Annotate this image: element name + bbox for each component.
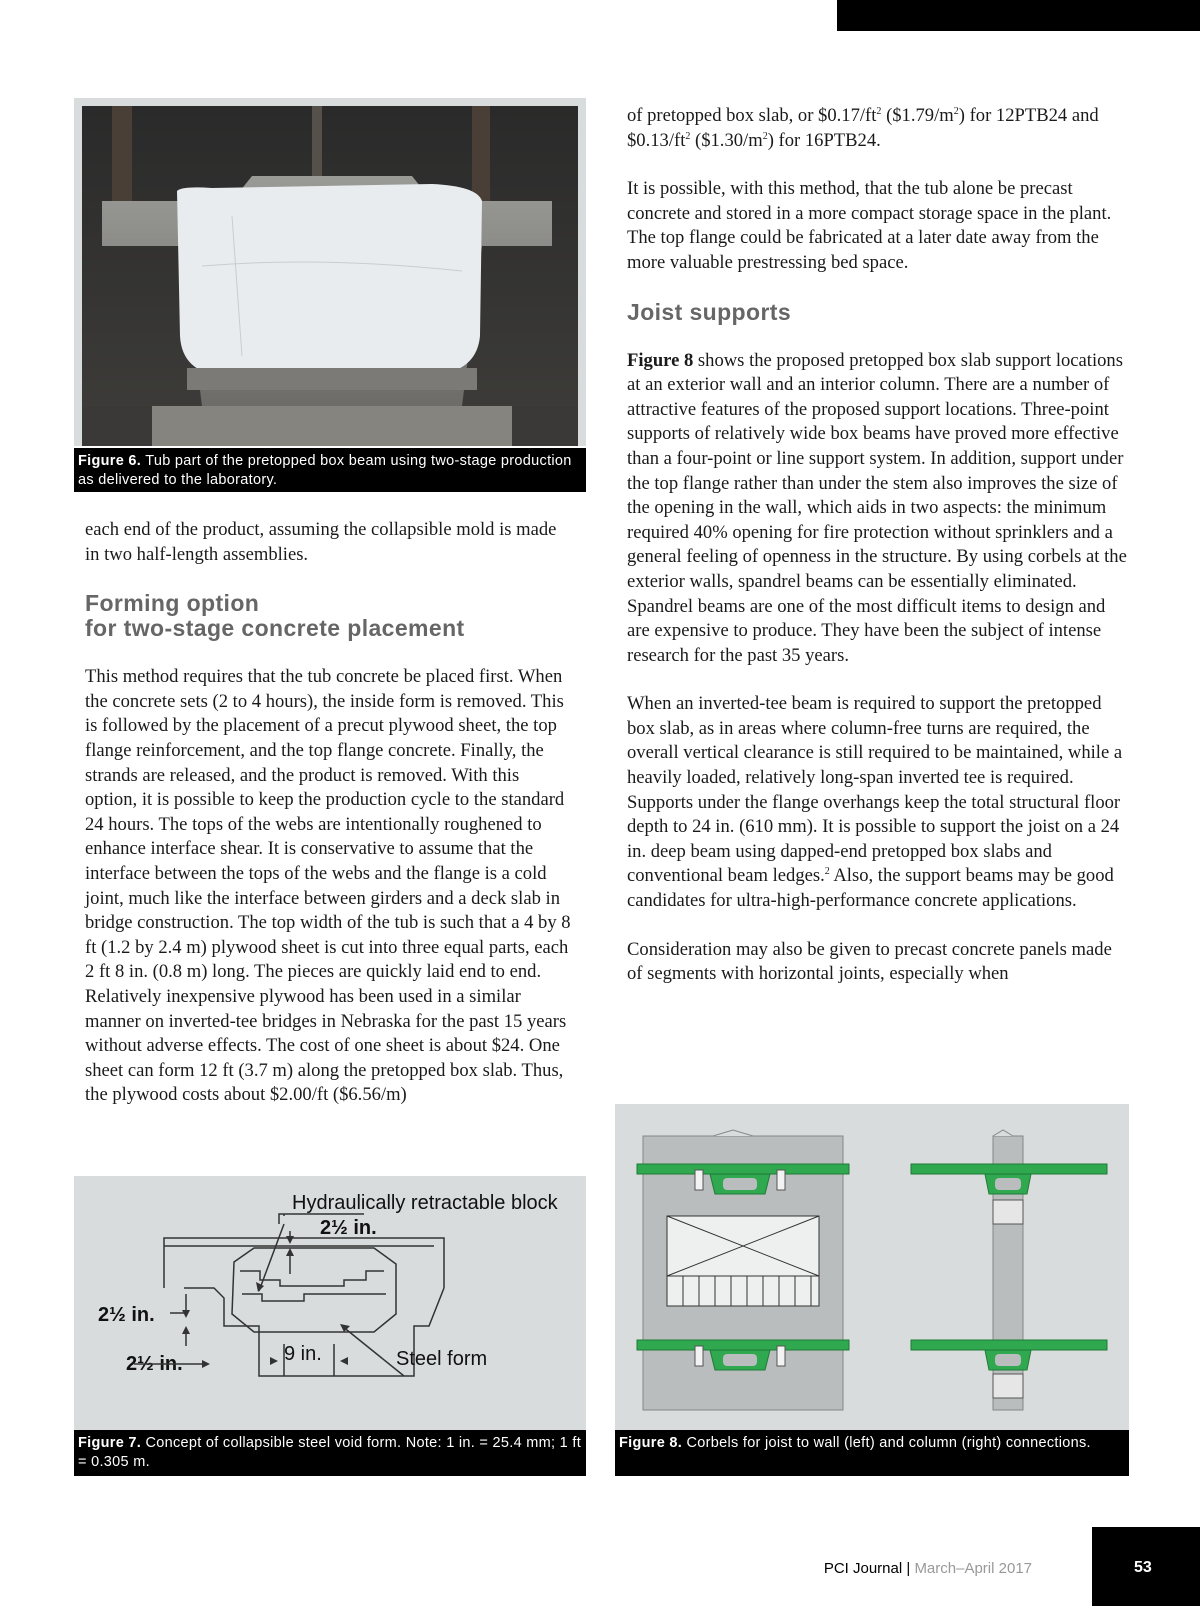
sup: 2 [685,130,691,142]
right-paragraph-3 [627,349,1127,669]
issue-date: March–April 2017 [914,1560,1032,1577]
figure-6-caption [74,448,586,492]
figure-7-caption [74,1430,586,1476]
sup: 2 [824,866,830,878]
heading-line-2: for two-stage concrete placement [85,615,465,642]
top-black-bar [837,0,1200,31]
figure-7 [74,1176,586,1430]
figure-7-drawing [74,1176,586,1430]
page-number: 53 [1134,1559,1152,1576]
figure-6-photo [82,106,578,446]
footer-separator: | [902,1560,915,1577]
section-heading-joist: Joist supports [627,298,792,325]
fig7-dim-left-lower: 2½ in. [126,1353,183,1375]
footer [824,1560,1032,1577]
section-heading-forming [85,591,575,641]
sup: 2 [876,105,882,117]
p4-part-a: When an inverted-tee beam is required to support the pretopped box slab, as in areas where column-free turns are required, the overall vertical clearance is still required to be maintained, while a heavily loaded, relatively long-span inverted tee is required. Supports under the flange overhangs keep the total structural floor depth to 24 in. (610 mm). It is possible to support the joist on a 24 in. deep beam using dapped-end pretopped box slabs and conventional beam ledges. [627,693,1123,887]
sup: 2 [762,130,768,142]
p3-text: shows the proposed pretopped box slab support locations at an exterior wall and an interior column. There are a number of attractive features of the proposed support locations. Three-point supports of relatively wide box beams have proved more effective than a four-point or line support system. In addition, support under the top flange rather than under the stem also improves the size of the opening in the wall, which aids in two aspects: the minimum required 40% opening for fire protection without sprinklers and a general feeling of openness in the structure. By using corbels at the exterior walls, spandrel beams can be essentially eliminated. Spandrel beams are one of the most difficult items to design and are expensive to produce. They have been the subject of intense research for the past 35 years. [627,349,1127,666]
figure-6-label: Figure 6. [78,453,142,469]
right-column [627,104,1127,1011]
fig7-dim-center: 9 in. [284,1343,322,1365]
fig7-dim-left-upper: 2½ in. [98,1304,155,1326]
figure-8-ref: Figure 8 [627,349,694,371]
page-number-box [1092,1527,1200,1606]
figure-8-caption [615,1430,1129,1476]
p1-part-a: of pretopped box slab, or $0.17/ft [627,105,877,126]
right-paragraph-1 [627,104,1127,153]
fig7-dim-top: 2½ in. [320,1217,377,1239]
right-paragraph-5: Consideration may also be given to precast concrete panels made of segments with horizontal joints, especially when [627,938,1112,985]
fig7-label-block: Hydraulically retractable block [292,1192,558,1214]
left-paragraph-1: each end of the product, assuming the collapsible mold is made in two half-length assemblies. [85,519,557,565]
figure-8-text: Corbels for joist to wall (left) and column (right) connections. [682,1435,1091,1451]
figure-7-label: Figure 7. [78,1435,142,1451]
figure-8 [615,1104,1129,1430]
p4-part-b: Also, the support beams may be good candidates for ultra-high-performance concrete applications. [627,865,1114,912]
p1-part-e: ) for 16PTB24. [767,129,881,151]
wall-opening [667,1216,819,1306]
figure-6-text: Tub part of the pretopped box beam using two-stage production as delivered to the laboratory. [78,453,572,488]
fig7-label-steel-form: Steel form [396,1348,488,1370]
figure-8-drawing [615,1104,1129,1430]
p1-part-c: ) for 12PTB24 and $0.13/ft [627,105,1099,151]
left-paragraph-2: This method requires that the tub concrete be placed first. When the concrete sets (2 to 4 hours), the inside form is removed. This is followed by the placement of a precut plywood sheet, the top flange reinforcement, and the top flange concrete. Finally, the strands are released, and the product is removed. With this option, it is possible to keep the production cycle to the standard 24 hours. The tops of the webs are intentionally roughened to enhance interface shear. It is conservative to assume that the interface between the tops of the webs and the flange is a cold joint, much like the interface between girders and a deck slab in bridge construction. The top width of the tub is such that a 4 by 8 ft (1.2 by 2.4 m) plywood sheet is cut into three equal parts, each 2 ft 8 in. (0.8 m) long. The pieces are quickly laid end to end. Relatively inexpensive plywood has been used in a similar manner on inverted-tee bridges in Nebraska for the past 15 years without adverse effects. The cost of one sheet is about $24. One sheet can form 12 ft (3.7 m) along the pretopped box slab. Thus, the plywood costs about $2.00/ft ($6.56/m) [85,666,571,1106]
sup: 2 [953,105,959,117]
figure-7-text: Concept of collapsible steel void form. Note: 1 in. = 25.4 mm; 1 ft = 0.305 m. [78,1435,582,1470]
journal-name: PCI Journal [823,1560,903,1577]
figure-8-label: Figure 8. [619,1435,683,1451]
right-paragraph-4 [627,692,1127,913]
right-paragraph-2: It is possible, with this method, that the tub alone be precast concrete and stored in a more compact storage space in the plant. The top flange could be fabricated at a later date away from the more valuable prestressing bed space. [627,178,1112,273]
p1-part-d: ($1.30/m [690,129,763,151]
left-column [85,518,575,1132]
heading-line-1: Forming option [85,590,260,617]
p1-part-b: ($1.79/m [881,105,954,126]
